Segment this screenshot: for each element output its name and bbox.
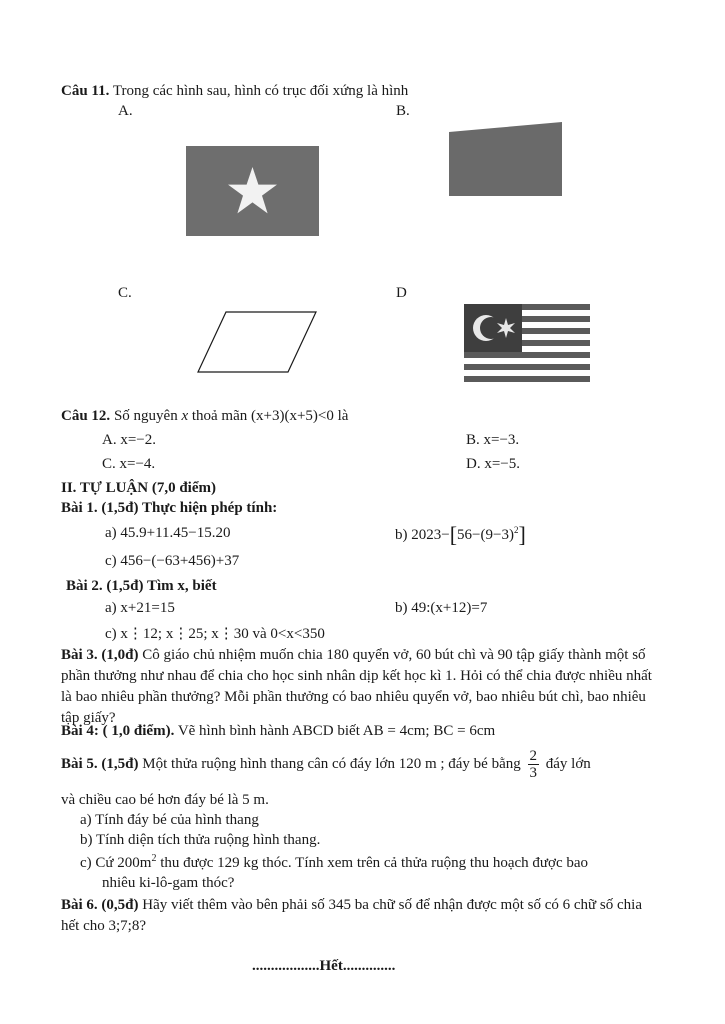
question-11: [61, 83, 408, 100]
question-11-label: Câu 11.: [61, 83, 110, 99]
bai-3: Bài 3. (1,0đ) Cô giáo chủ nhiệm muốn chia 180 quyển vở, 60 bút chì và 90 tập giấy thành một số phần thưởng như nhau để chia cho học sinh nhân dịp kết học kì 1. Hỏi có thể chia được nhiều nhất là bao nhiêu phần thưởng? Mỗi phần thưởng có bao nhiêu quyển vở, bao nhiêu bút chì, bao nhiêu tập giấy?: [61, 647, 652, 726]
bai-1-b: b) $2023-[56-(9-3)^2]$: [395, 522, 526, 547]
bai-2-c: c) x⋮12; x⋮25; x⋮30 và 0<x<350: [105, 626, 325, 642]
end-marker: ..................Hết..............: [252, 958, 396, 974]
variable-x: x: [181, 408, 189, 424]
bai-4: Bài 4: ( 1,0 điểm). Vẽ hình bình hành ABCD biết AB = 4cm; BC = 6cm: [61, 723, 496, 739]
question-11-text: Trong các hình sau, hình có trục đối xứng là hình: [112, 83, 409, 99]
bai-2-b: b) 49:(x+12)=7: [395, 600, 488, 616]
q12-option-b: B. x=−3.: [466, 432, 520, 448]
bai-1-title: Bài 1. (1,5đ) Thực hiện phép tính:: [61, 500, 278, 516]
inequality: (x+3)(x+5)<0: [251, 408, 334, 424]
parallelogram-figure: [196, 310, 320, 374]
bai-5-c-line-2: nhiêu ki-lô-gam thóc?: [102, 875, 235, 891]
question-12-label: Câu 12.: [61, 408, 111, 424]
option-b-label: B.: [396, 103, 410, 119]
malaysia-flag-figure: [464, 304, 590, 388]
bai-5-c: c) Cứ $200m^2$ thu được 129 kg thóc. Tính xem trên cả thửa ruộng thu hoạch được bao: [80, 853, 589, 871]
bai-1-a: a) 45.9+11.45−15.20: [105, 525, 231, 541]
section-2-title: II. TỰ LUẬN (7,0 điểm): [61, 480, 217, 496]
bai-5-b: b) Tính diện tích thửa ruộng hình thang.: [80, 832, 321, 848]
bai-2-a: a) x+21=15: [105, 600, 175, 616]
q12-option-a: A. x=−2.: [102, 432, 157, 448]
q12-option-c: C. x=−4.: [102, 456, 156, 472]
bai-5: Bài 5. (1,5đ) Một thửa ruộng hình thang cân có đáy lớn 120 m ; đáy bé bằng $\frac{2}{3}$ đáy lớn: [61, 748, 591, 781]
fraction-two-thirds: $\frac{2}{3}$: [529, 748, 538, 781]
bai-5-a: a) Tính đáy bé của hình thang: [80, 812, 259, 828]
option-a-label: A.: [118, 103, 133, 119]
bai-1-c: c) 456−(−63+456)+37: [105, 553, 240, 569]
bai-2-title: Bài 2. (1,5đ) Tìm x, biết: [66, 578, 217, 594]
option-c-label: C.: [118, 285, 132, 301]
bai-5-line-2: và chiều cao bé hơn đáy bé là 5 m.: [61, 792, 269, 808]
q12-option-d: D. x=−5.: [466, 456, 521, 472]
option-d-label: D: [396, 285, 407, 301]
vietnam-flag-figure: [186, 146, 319, 236]
bai-6: Bài 6. (0,5đ) Hãy viết thêm vào bên phải số 345 ba chữ số để nhận được một số có 6 chữ số chia hết cho 3;7;8?: [61, 897, 642, 934]
quadrilateral-figure: [446, 120, 566, 198]
question-12: Câu 12. Số nguyên x thoả mãn (x+3)(x+5)<0 là: [61, 408, 349, 424]
